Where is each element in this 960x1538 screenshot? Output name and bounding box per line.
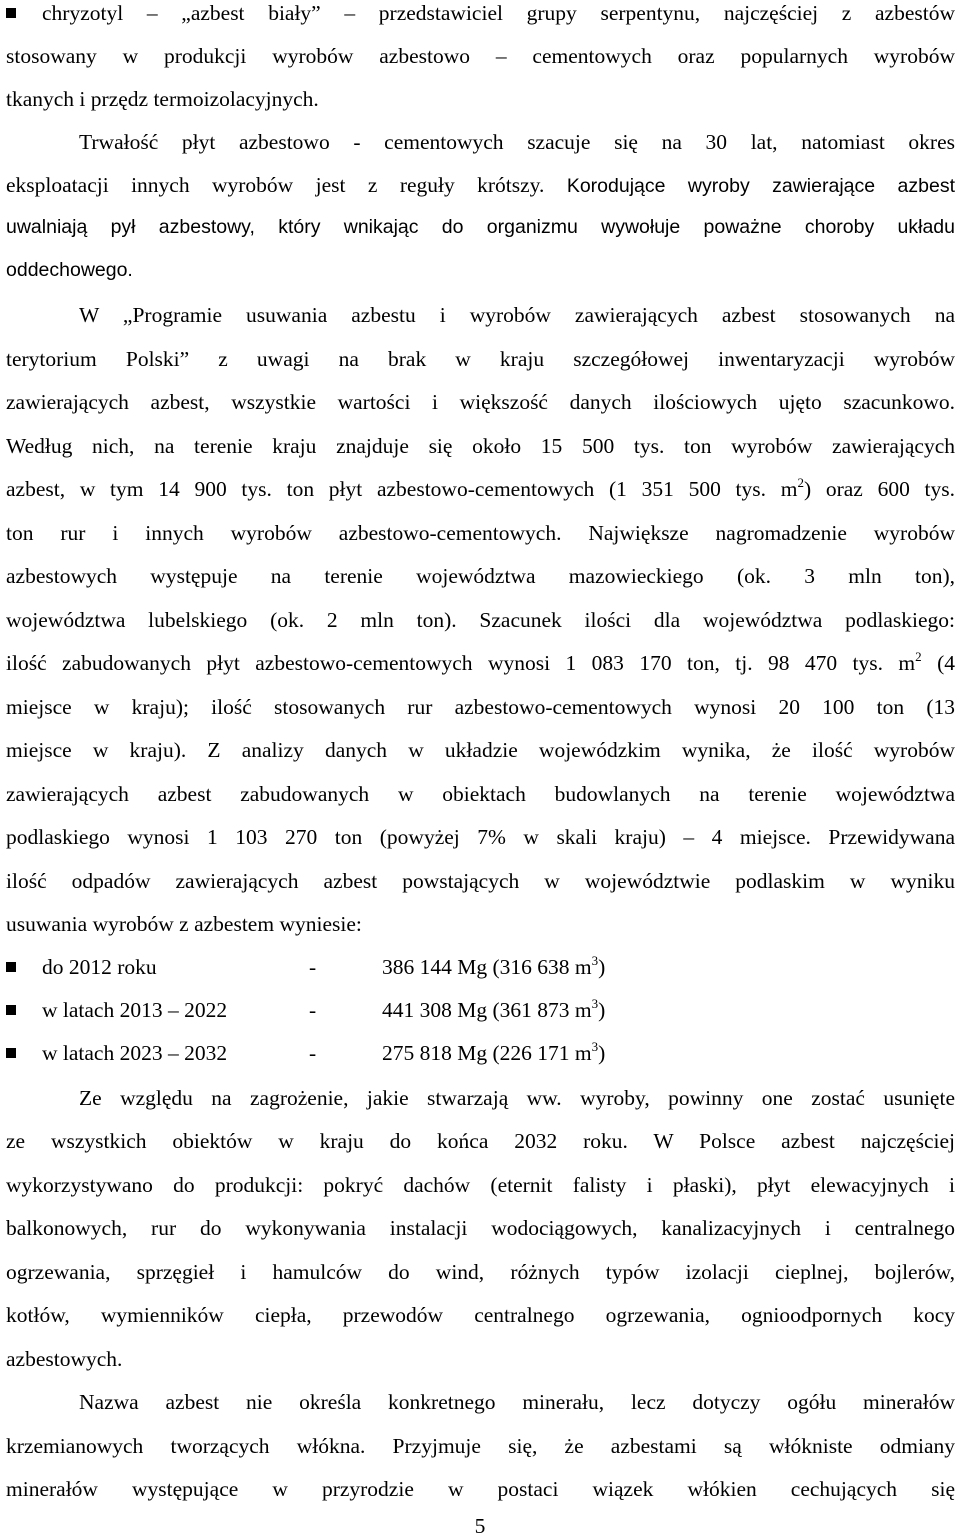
text-span: azbest, w tym 14 900 tys. ton płyt azbestowo-cementowych (1 351 500 tys. m	[6, 477, 798, 501]
text-line: Według nich, na terenie kraju znajduje się około 15 500 tys. ton wyrobów zawierających	[6, 434, 955, 458]
text-line: tkanych i przędz termoizolacyjnych.	[6, 87, 319, 111]
text-line: ogrzewania, sprzęgieł i hamulców do wind, różnych typów izolacji cieplnej, bojlerów,	[6, 1260, 955, 1284]
text-line: Trwałość płyt azbestowo - cementowych szacuje się na 30 lat, natomiast okres	[79, 130, 955, 154]
bullet-square-icon	[6, 8, 16, 18]
text-line: zawierających azbest, wszystkie wartości i większość danych ilościowych ujęto szacunkowo.	[6, 390, 955, 414]
forecast-period: w latach 2013 – 2022	[42, 998, 228, 1022]
bullet-square-icon	[6, 1048, 16, 1058]
text-span: )	[598, 955, 606, 979]
text-span: ilość zabudowanych płyt azbestowo-cementowych wynosi 1 083 170 ton, tj. 98 470 tys. m	[6, 651, 916, 675]
text-span: (4	[921, 651, 955, 675]
text-span: 275 818 Mg (226 171 m	[382, 1041, 592, 1065]
text-span: )	[598, 998, 606, 1022]
text-line: azbestowych występuje na terenie województwa mazowieckiego (ok. 3 mln ton),	[6, 564, 955, 588]
text-line: zawierających azbest zabudowanych w obiektach budowlanych na terenie województwa	[6, 782, 955, 806]
text-line: ze wszystkich obiektów w kraju do końca 2032 roku. W Polsce azbest najczęściej	[6, 1129, 955, 1153]
text-line	[6, 475, 955, 501]
text-span: 441 308 Mg (361 873 m	[382, 998, 592, 1022]
text-line: usuwania wyrobów z azbestem wyniesie:	[6, 912, 362, 936]
text-line: miejsce w kraju); ilość stosowanych rur azbestowo-cementowych wynosi 20 100 ton (13	[6, 695, 955, 719]
text-line: chryzotyl – „azbest biały” – przedstawiciel grupy serpentynu, najczęściej z azbestów	[42, 1, 955, 25]
forecast-period: do 2012 roku	[42, 955, 157, 979]
page-number: 5	[474, 1514, 486, 1538]
text-span: Korodujące wyroby zawierające azbest	[566, 175, 955, 197]
text-line: stosowany w produkcji wyrobów azbestowo – cementowych oraz popularnych wyrobów	[6, 44, 955, 68]
text-line: minerałów występujące w przyrodzie w postaci wiązek włókien cechujących się	[6, 1477, 955, 1501]
text-line: województwa lubelskiego (ok. 2 mln ton). Szacunek ilości dla województwa podlaskiego:	[6, 608, 955, 632]
superscript: 2	[915, 649, 922, 664]
text-line: azbestowych.	[6, 1347, 123, 1371]
text-span: 386 144 Mg (316 638 m	[382, 955, 592, 979]
superscript: 3	[591, 953, 599, 968]
forecast-value	[382, 953, 606, 979]
text-span: ) oraz 600 tys.	[803, 477, 955, 501]
text-line: podlaskiego wynosi 1 103 270 ton (powyżej 7% w skali kraju) – 4 miejsce. Przewidywana	[6, 825, 955, 849]
forecast-value	[382, 1039, 606, 1065]
text-line: wykorzystywano do produkcji: pokryć dachów (eternit falisty i płaski), płyt elewacyjnych i	[6, 1173, 955, 1197]
text-line: oddechowego.	[6, 259, 133, 281]
forecast-dash: -	[309, 1041, 317, 1065]
text-line: W „Programie usuwania azbestu i wyrobów zawierających azbest stosowanych na	[79, 303, 955, 327]
bullet-square-icon	[6, 962, 16, 972]
forecast-dash: -	[309, 998, 317, 1022]
text-line: krzemianowych tworzących włókna. Przyjmuje się, że azbestami są włókniste odmiany	[6, 1434, 955, 1458]
text-line: uwalniają pył azbestowy, który wnikając do organizmu wywołuje poważne choroby układu	[6, 216, 955, 238]
text-line: Ze względu na zagrożenie, jakie stwarzają ww. wyroby, powinny one zostać usunięte	[79, 1086, 955, 1110]
text-line: kotłów, wymienników ciepła, przewodów centralnego ogrzewania, ognioodpornych kocy	[6, 1303, 955, 1327]
text-line: ton rur i innych wyrobów azbestowo-cementowych. Największe nagromadzenie wyrobów	[6, 521, 955, 545]
text-line: balkonowych, rur do wykonywania instalacji wodociągowych, kanalizacyjnych i centralnego	[6, 1216, 955, 1240]
text-span: )	[598, 1041, 606, 1065]
text-line	[6, 175, 955, 197]
forecast-dash: -	[309, 955, 317, 979]
text-line: Nazwa azbest nie określa konkretnego minerału, lecz dotyczy ogółu minerałów	[79, 1390, 955, 1414]
text-line: terytorium Polski” z uwagi na brak w kraju szczegółowej inwentaryzacji wyrobów	[6, 347, 955, 371]
superscript: 2	[797, 475, 804, 490]
superscript: 3	[591, 996, 599, 1011]
text-line: ilość odpadów zawierających azbest powstających w województwie podlaskim w wyniku	[6, 869, 955, 893]
forecast-period: w latach 2023 – 2032	[42, 1041, 228, 1065]
forecast-value	[382, 996, 606, 1022]
text-line: miejsce w kraju). Z analizy danych w układzie wojewódzkim wynika, że ilość wyrobów	[6, 738, 955, 762]
superscript: 3	[591, 1039, 599, 1054]
text-line	[6, 649, 955, 675]
text-span: eksploatacji innych wyrobów jest z reguły krótszy.	[6, 173, 545, 197]
bullet-square-icon	[6, 1005, 16, 1015]
